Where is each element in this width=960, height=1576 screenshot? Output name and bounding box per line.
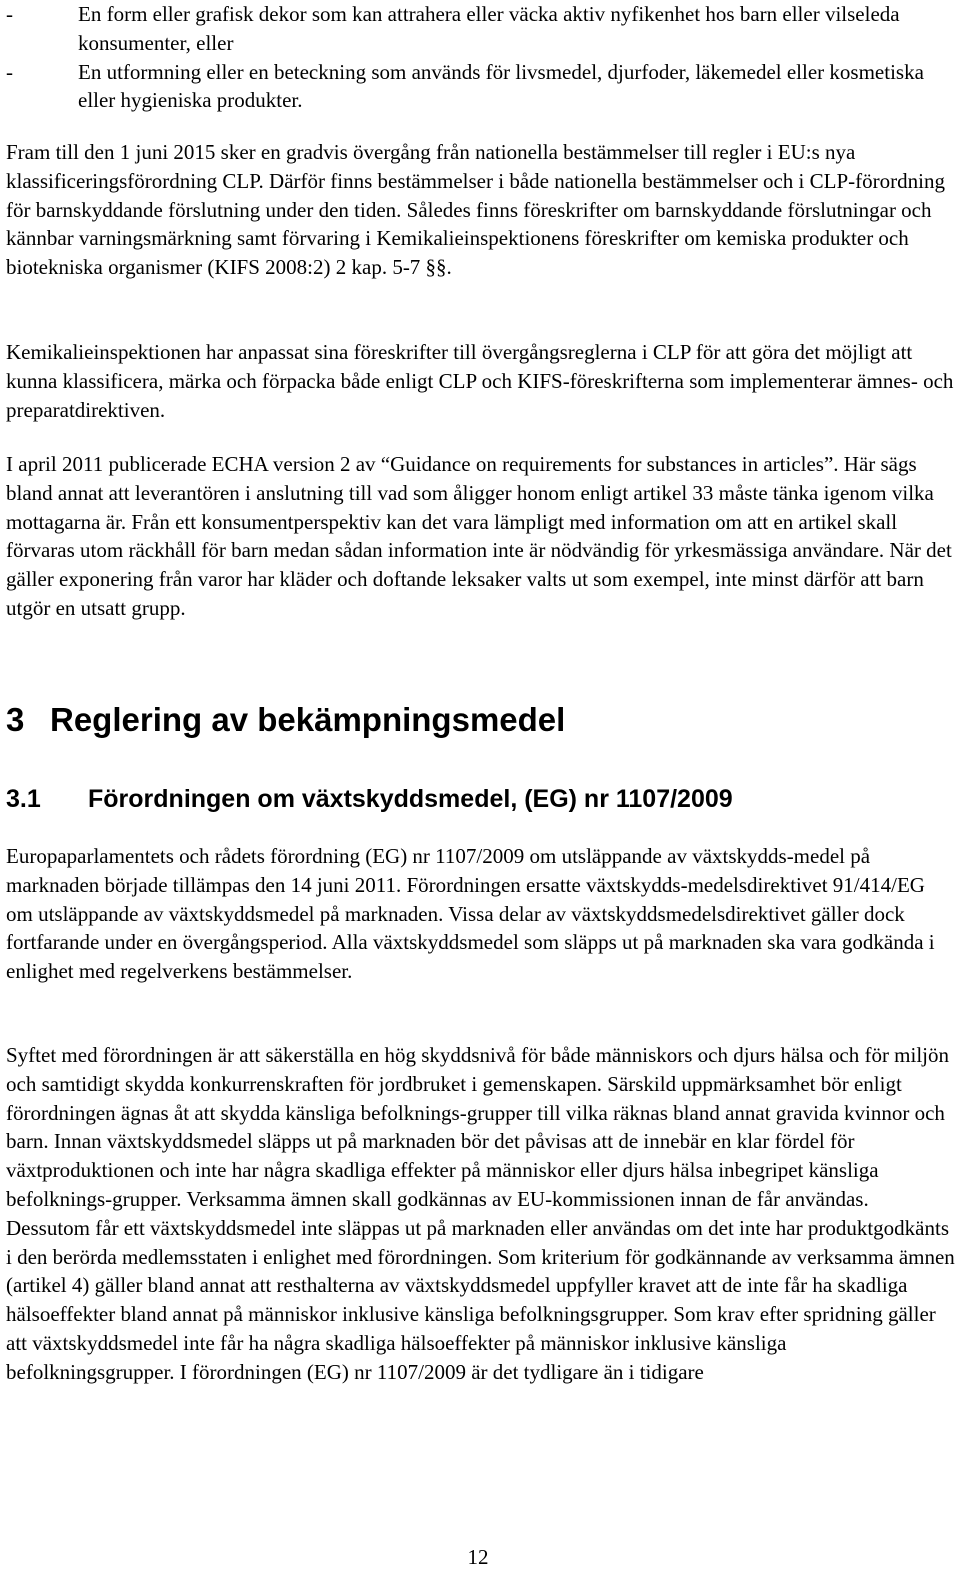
section-title: Reglering av bekämpningsmedel [50,701,566,738]
bullet-item [6,58,956,116]
paragraph-echa-guidance: I april 2011 publicerade ECHA version 2 av “Guidance on requirements for substances in articles”. Här sägs bland annat att leverantören i anslutning till vad som åligger honom enligt artikel 33 måste tänka igenom vilka mottagarna är. Från ett konsumentperspektiv kan det vara lämpligt med information om att en artikel skall förvaras utom räckhåll för barn medan sådan information inte är nödvändig för yrkesmässiga användare. När det gäller exponering från varor har kläder och doftande leksaker valts ut som exempel, inte minst därför att barn utgör en utsatt grupp. [6,452,952,620]
subsection-heading [6,783,733,815]
subsection-title: Förordningen om växtskyddsmedel, (EG) nr 1107/2009 [88,785,733,813]
bullet-dash: - [6,2,13,26]
bullet-list [6,0,956,115]
page-number: 12 [467,1545,489,1569]
paragraph-kemi-adaptation: Kemikalieinspektionen har anpassat sina föreskrifter till övergångsreglerna i CLP för att göra det möjligt att kunna klassificera, märka och förpacka både enligt CLP och KIFS-föreskrifterna som implementerar ämnes- och preparatdirektiven. [6,340,954,422]
bullet-item [6,0,956,58]
section-number: 3 [6,701,25,738]
bullet-text: En form eller grafisk dekor som kan attrahera eller väcka aktiv nyfikenhet hos barn eller vilseleda konsumenter, eller [78,2,900,55]
bullet-dash: - [6,59,13,84]
paragraph-regulation-intro: Europaparlamentets och rådets förordning (EG) nr 1107/2009 om utsläppande av växtskydds-medel på marknaden började tillämpas den 14 juni 2011. Förordningen ersatte växtskydds-medelsdirektivet 91/414/EG om utsläppande av växtskyddsmedel på marknaden. Vissa delar av växtskyddsmedelsdirektivet gäller dock fortfarande under en övergångsperiod. Alla växtskyddsmedel som släpps ut på marknaden ska vara godkända i enlighet med regelverkens bestämmelser. [6,844,935,984]
document-page [6,0,956,1576]
paragraph-regulation-purpose: Syftet med förordningen är att säkerställa en hög skyddsnivå för både människors och djurs hälsa och för miljön och samtidigt skydda konkurrenskraften för jordbruket i gemenskapen. Särskild uppmärksamhet bör enligt förordningen ägnas åt att skydda känsliga befolknings-grupper till vilka räknas bland annat gravida kvinnor och barn. Innan växtskyddsmedel släpps ut på marknaden bör det påvisas att de innebär en klar fördel för växtproduktionen och inte har några skadliga effekter på människor eller djurs hälsa inbegripet känsliga befolknings-grupper. Verksamma ämnen skall godkännas av EU-kommissionen innan de får användas. Dessutom får ett växtskyddsmedel inte släppas ut på marknaden eller användas om det inte har produktgodkänts i den berörda medlemsstaten i enlighet med förordningen. Som kriterium för godkännande av verksamma ämnen (artikel 4) gäller bland annat att resthalterna av växtskyddsmedel uppfyller kravet att de inte får ha skadliga hälsoeffekter bland annat på människor inklusive känsliga befolkningsgrupper. Som krav efter spridning gäller att växtskyddsmedel inte får ha några skadliga hälsoeffekter på människor inklusive känsliga befolkningsgrupper. I förordningen (EG) nr 1107/2009 är det tydligare än i tidigare [6,1043,955,1384]
bullet-text: En utformning eller en beteckning som används för livsmedel, djurfoder, läkemedel eller kosmetiska eller hygieniska produkter. [78,59,924,113]
paragraph-clp-transition: Fram till den 1 juni 2015 sker en gradvis övergång från nationella bestämmelser till regler i EU:s nya klassificeringsförordning CLP. Därför finns bestämmelser i både nationella bestämmelser och i CLP-förordning för barnskyddande förslutning under den tiden. Således finns föreskrifter om barnskyddande förslutningar och kännbar varningsmärkning samt förvaring i Kemikalieinspektionens föreskrifter om kemiska produkter och biotekniska organismer (KIFS 2008:2) 2 kap. 5-7 §§. [6,140,945,280]
subsection-number: 3.1 [6,785,41,813]
section-heading [6,700,565,740]
